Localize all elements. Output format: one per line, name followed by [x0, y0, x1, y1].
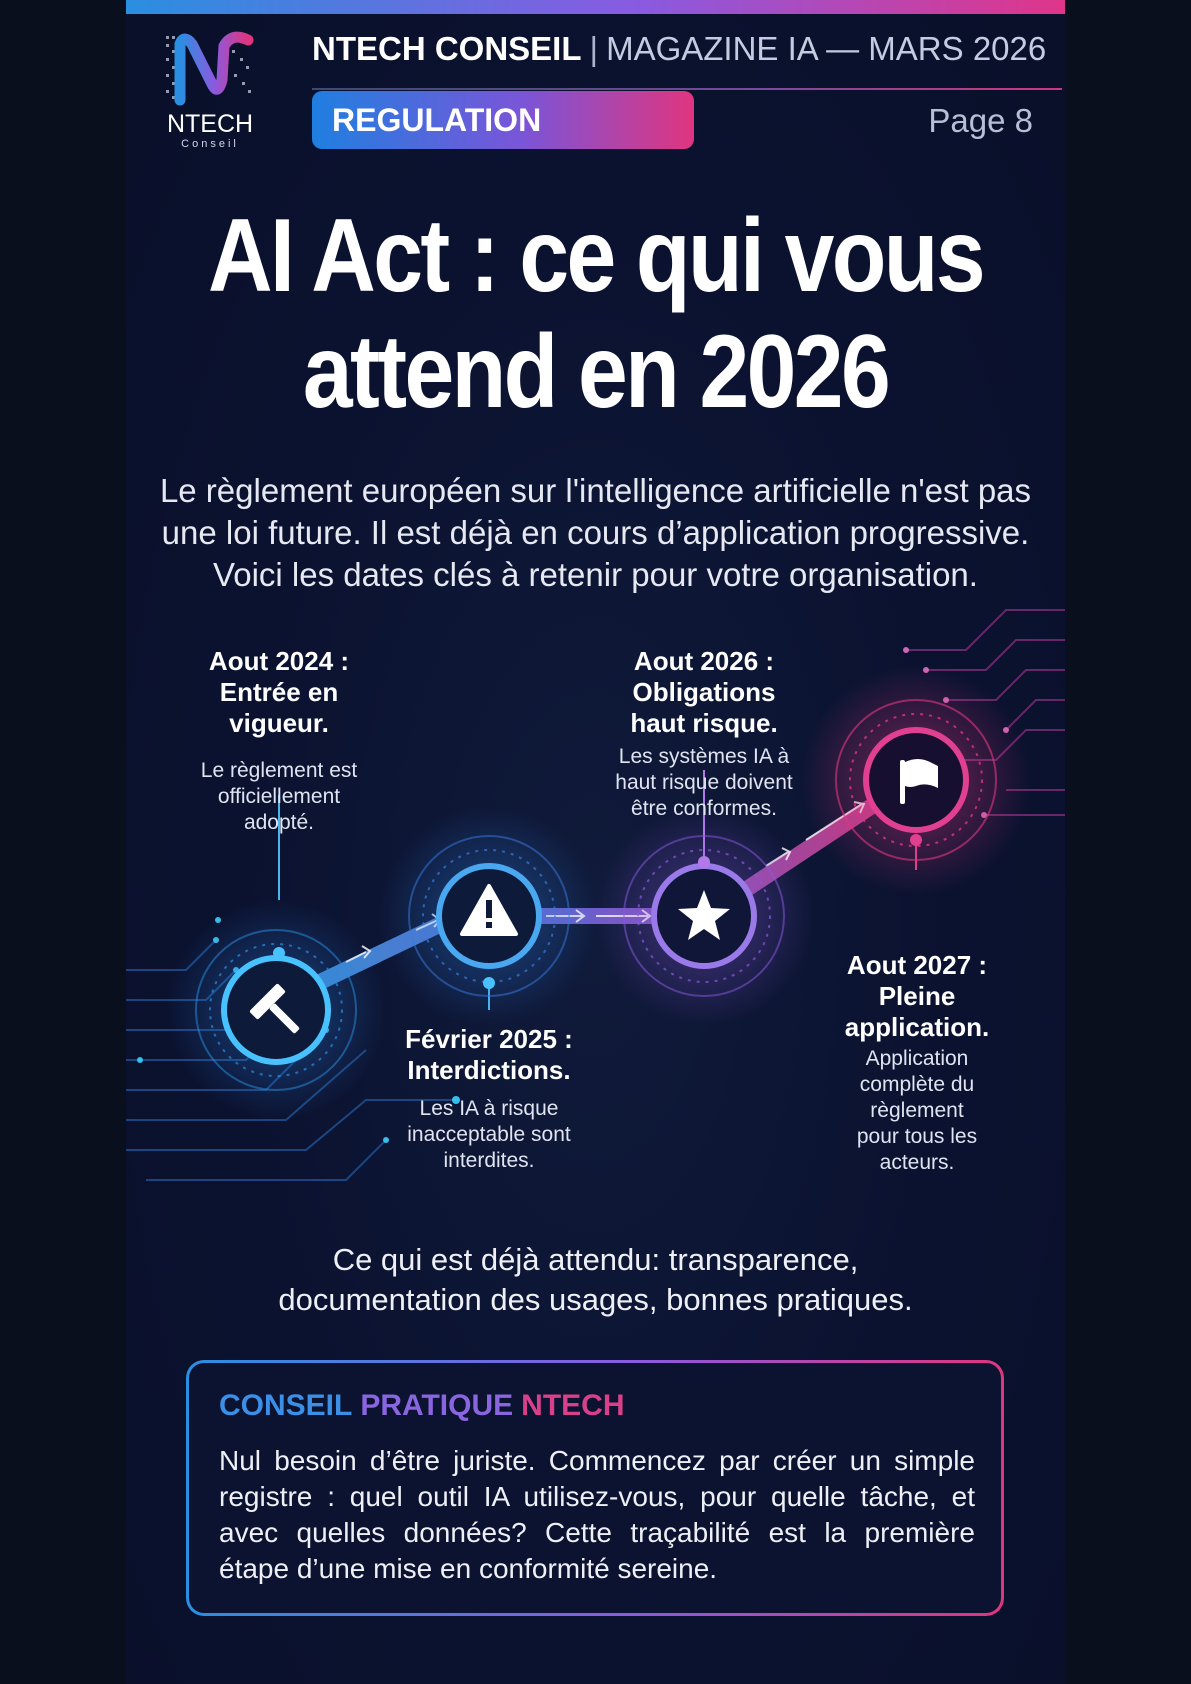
milestone-1-description: [166, 758, 392, 836]
milestone-node-1: [166, 900, 386, 1120]
milestone-node-4: [801, 665, 1031, 895]
milestone-2-desc-line: interdites.: [443, 1149, 535, 1172]
milestone-4-desc-line: acteurs.: [879, 1151, 955, 1174]
tip-body: Nul besoin d’être juriste. Commencez par créer un simple registre : quel outil IA utilisez-vous, pour quelle tâche, et avec quelles données? Cette traçabilité est la première étape d’une mise en conformité sereine.: [219, 1445, 975, 1584]
intro-paragraph: [146, 470, 1045, 596]
milestone-1-title-a: Entrée en: [219, 677, 339, 707]
milestone-1-date: Aout 2024 :: [208, 646, 350, 676]
milestone-4-desc-line: pour tous les: [856, 1125, 978, 1148]
milestone-1-desc-line: adopté.: [243, 811, 315, 834]
logo-wordmark: NTECH: [166, 110, 254, 138]
milestone-3-desc-line: haut risque doivent: [615, 771, 793, 794]
milestone-1-heading: [166, 646, 392, 739]
milestone-2-desc-line: Les IA à risque: [419, 1097, 559, 1120]
milestone-4-date: Aout 2027 :: [846, 950, 988, 980]
milestone-node-3: [594, 806, 814, 1026]
milestone-3-title-a: Obligations: [632, 677, 776, 707]
milestone-2-heading: [366, 1024, 612, 1086]
milestone-2-description: [366, 1096, 612, 1174]
header-rule: [312, 88, 1062, 90]
milestone-3-date: Aout 2026 :: [633, 646, 775, 676]
milestone-4-desc-line: règlement: [870, 1099, 964, 1122]
milestone-1-desc-line: Le règlement est: [200, 759, 358, 782]
masthead-separator: |: [589, 30, 599, 67]
milestone-node-2: [379, 806, 599, 1026]
title-line-2: attend en 2026: [302, 314, 889, 430]
milestone-2-date: Février 2025 :: [405, 1024, 573, 1054]
milestone-3-desc-line: être conformes.: [631, 797, 777, 820]
intro-line-2: une loi future. Il est déjà en cours d’application progressive.: [161, 514, 1030, 551]
milestone-2-desc-line: inacceptable sont: [407, 1123, 571, 1146]
title-line-1: AI Act : ce qui vous: [207, 198, 984, 314]
intro-line-1: Le règlement européen sur l'intelligence artificielle n'est pas: [159, 472, 1032, 509]
page-title: [192, 198, 1000, 430]
milestone-3-title-b: haut risque.: [630, 708, 778, 738]
tip-title-word-3: NTECH: [521, 1389, 625, 1422]
milestone-3-desc-line: Les systèmes IA à: [618, 745, 790, 768]
milestone-4-heading: [786, 950, 1048, 1043]
expectations-line-1: Ce qui est déjà attendu: transparence,: [332, 1242, 859, 1277]
milestone-4-desc-line: complète du: [859, 1073, 975, 1096]
magazine-issue: MAGAZINE IA — MARS 2026: [606, 30, 1047, 67]
milestone-3-description: [584, 744, 824, 822]
brand-name: NTECH CONSEIL: [312, 30, 582, 67]
intro-line-3: Voici les dates clés à retenir pour votre organisation.: [213, 556, 978, 593]
milestone-4-description: [786, 1046, 1048, 1176]
page-number: Page 8: [928, 102, 1033, 139]
tip-title: [219, 1389, 625, 1423]
expectations-line-2: documentation des usages, bonnes pratiques.: [278, 1282, 913, 1317]
category-badge: REGULATION: [312, 91, 694, 149]
top-gradient-bar: [126, 0, 1065, 14]
masthead: [312, 30, 1046, 68]
milestone-4-desc-line: Application: [865, 1047, 969, 1070]
logo-subtitle: Conseil: [181, 138, 239, 150]
tip-title-word-1: CONSEIL: [219, 1389, 353, 1422]
tip-title-word-2: PRATIQUE: [360, 1389, 514, 1422]
milestone-3-heading: [584, 646, 824, 739]
practical-tip-box: [186, 1360, 1004, 1616]
magazine-page: [126, 0, 1065, 1684]
milestone-1-desc-line: officiellement: [217, 785, 341, 808]
milestone-4-title-b: application.: [844, 1012, 990, 1042]
milestone-1-title-b: vigueur.: [229, 708, 329, 738]
expectations-note: [146, 1240, 1045, 1320]
milestone-2-title: Interdictions.: [407, 1055, 571, 1085]
milestone-4-title-a: Pleine: [878, 981, 956, 1011]
